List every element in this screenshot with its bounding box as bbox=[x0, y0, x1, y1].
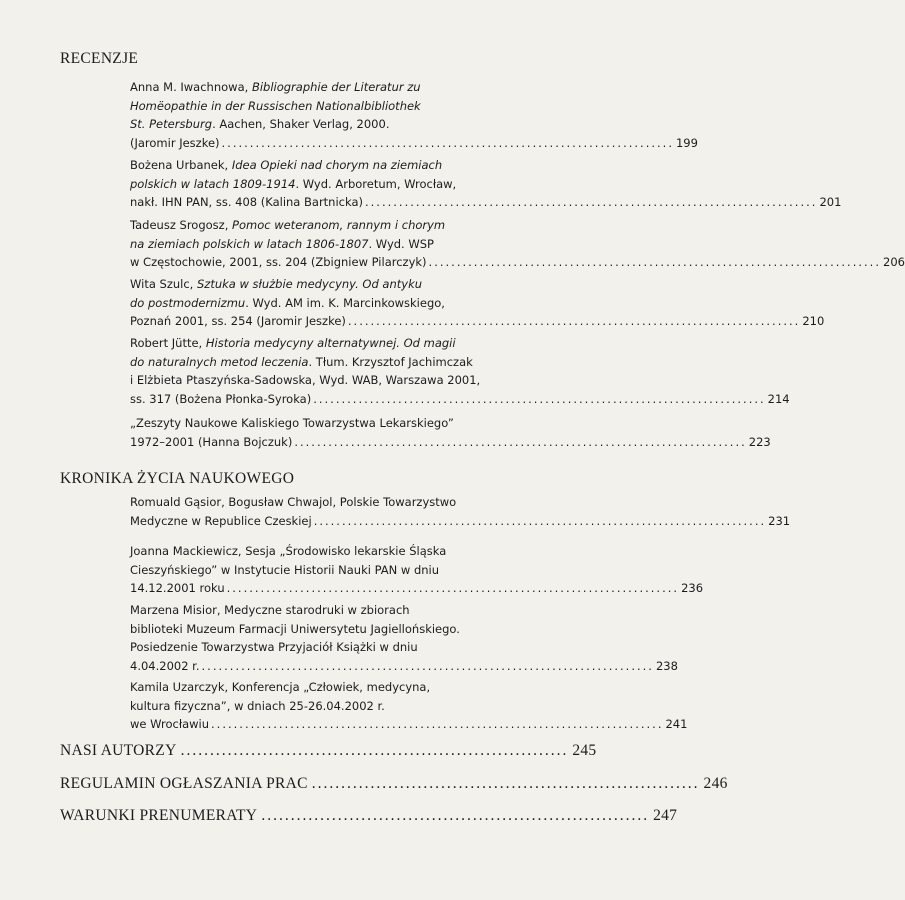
toc-entry-uzarczyk bbox=[130, 678, 688, 734]
entry-line: Homëopathie in der Russischen Nationalbibliothek bbox=[130, 98, 421, 113]
leader-dots: ................................................................................ bbox=[294, 434, 747, 449]
entry-last-line bbox=[130, 657, 678, 676]
leader-dots: ................................................................................ bbox=[313, 391, 766, 406]
entry-reviewer: ss. 317 (Bożena Płonka-Syroka) bbox=[130, 391, 312, 406]
toc-section-nasi-autorzy bbox=[60, 742, 597, 760]
entry-line: St. Petersburg. Aachen, Shaker Verlag, 2000. bbox=[130, 117, 390, 131]
entry-reviewer: 1972–2001 (Hanna Bojczuk) bbox=[130, 434, 293, 449]
toc-entry-iwachnowa bbox=[130, 78, 698, 152]
page-number: 210 bbox=[802, 314, 825, 328]
entry-tail: 14.12.2001 roku bbox=[130, 581, 225, 595]
leader-dots: ................................................................................ bbox=[226, 581, 680, 595]
entry-last-line bbox=[130, 193, 842, 212]
entry-reviewer: w Częstochowie, 2001, ss. 204 (Zbigniew Pilarczyk) bbox=[130, 255, 427, 269]
entry-reviewer: Poznań 2001, ss. 254 (Jaromir Jeszke) bbox=[130, 314, 346, 328]
page-number: 223 bbox=[748, 434, 771, 449]
entry-reviewer: nakł. IHN PAN, ss. 408 (Kalina Bartnicka) bbox=[130, 195, 363, 209]
page-number: 245 bbox=[572, 742, 597, 759]
toc-entry-urbanek bbox=[130, 156, 842, 212]
leader-dots: .................................................................. bbox=[261, 807, 650, 824]
entry-line: biblioteki Muzeum Farmacji Uniwersytetu Jagiellońskiego. bbox=[130, 621, 460, 636]
entry-line: Posiedzenie Towarzystwa Przyjaciół Książki w dniu bbox=[130, 640, 418, 654]
section-title-recenzje: RECENZJE bbox=[60, 50, 139, 67]
leader-dots: ................................................................................ bbox=[221, 135, 674, 150]
section-label: WARUNKI PRENUMERATY bbox=[60, 807, 258, 824]
entry-tail: 4.04.2002 r. bbox=[130, 658, 200, 673]
entry-last-line bbox=[130, 433, 771, 452]
leader-dots: .................................................................. bbox=[311, 775, 700, 792]
entry-line: Tadeusz Srogosz, Pomoc weteranom, rannym i chorym bbox=[130, 218, 446, 232]
entry-tail: Medyczne w Republice Czeskiej bbox=[130, 513, 312, 528]
entry-line: Wita Szulc, Sztuka w służbie medycyny. Od antyku bbox=[130, 277, 423, 291]
entry-last-line bbox=[130, 390, 790, 409]
leader-dots: ................................................................................ bbox=[428, 255, 881, 269]
leader-dots: .................................................................. bbox=[180, 742, 569, 759]
page-number: 238 bbox=[655, 658, 678, 673]
entry-line: Bożena Urbanek, Idea Opieki nad chorym na ziemiach bbox=[130, 158, 443, 172]
leader-dots: ................................................................................ bbox=[364, 195, 818, 209]
entry-line: na ziemiach polskich w latach 1806-1807. Wyd. WSP bbox=[130, 236, 434, 251]
entry-line: i Elżbieta Ptaszyńska-Sadowska, Wyd. WAB, Warszawa 2001, bbox=[130, 373, 481, 387]
entry-line: do postmodernizmu. Wyd. AM im. K. Marcinkowskiego, bbox=[130, 295, 445, 310]
page-number: 199 bbox=[675, 135, 698, 150]
entry-line: Romuald Gąsior, Bogusław Chwajol, Polskie Towarzystwo bbox=[130, 495, 457, 509]
toc-section-regulamin bbox=[60, 775, 728, 793]
toc-entry-misior bbox=[130, 601, 678, 675]
section-label: NASI AUTORZY bbox=[60, 742, 177, 759]
entry-tail: we Wrocławiu bbox=[130, 717, 210, 731]
entry-last-line bbox=[130, 512, 791, 531]
toc-entry-mackiewicz bbox=[130, 542, 704, 598]
entry-last-line bbox=[130, 715, 688, 734]
page-number: 247 bbox=[653, 807, 678, 824]
entry-line: Kamila Uzarczyk, Konferencja „Człowiek, medycyna, bbox=[130, 680, 431, 694]
entry-reviewer: (Jaromir Jeszke) bbox=[130, 135, 220, 150]
page-number: 236 bbox=[681, 581, 704, 595]
page-number: 241 bbox=[665, 717, 688, 731]
page-number: 246 bbox=[703, 775, 728, 792]
entry-line: kultura fizyczna”, w dniach 25-26.04.2002 r. bbox=[130, 698, 385, 713]
entry-line: polskich w latach 1809-1914. Wyd. Arboretum, Wrocław, bbox=[130, 176, 457, 191]
entry-line: Robert Jütte, Historia medycyny alternatywnej. Od magii bbox=[130, 336, 456, 350]
page-number: 206 bbox=[883, 255, 905, 269]
toc-entry-szulc bbox=[130, 275, 825, 331]
entry-last-line bbox=[130, 253, 905, 272]
leader-dots: ................................................................................ bbox=[313, 513, 767, 528]
leader-dots: ................................................................................ bbox=[211, 717, 664, 731]
entry-last-line bbox=[130, 134, 698, 153]
section-title-kronika: KRONIKA ŻYCIA NAUKOWEGO bbox=[60, 470, 295, 487]
page-number: 231 bbox=[768, 513, 791, 528]
toc-entry-srogosz bbox=[130, 216, 905, 272]
entry-line: Anna M. Iwachnowa, Bibliographie der Literatur zu bbox=[130, 80, 421, 94]
leader-dots: ................................................................................ bbox=[347, 314, 801, 328]
page-number: 201 bbox=[819, 195, 842, 209]
toc-entry-jutte bbox=[130, 334, 790, 408]
toc-entry-zeszyty bbox=[130, 414, 771, 451]
section-label: REGULAMIN OGŁASZANIA PRAC bbox=[60, 775, 308, 792]
entry-line: Cieszyńskiego” w Instytucie Historii Nauki PAN w dniu bbox=[130, 562, 440, 577]
page-number: 214 bbox=[767, 391, 790, 406]
entry-last-line bbox=[130, 579, 704, 598]
leader-dots: ................................................................................ bbox=[201, 658, 654, 673]
entry-line: „Zeszyty Naukowe Kaliskiego Towarzystwa Lekarskiego” bbox=[130, 416, 454, 430]
toc-entry-gasior bbox=[130, 493, 791, 530]
entry-last-line bbox=[130, 312, 825, 331]
entry-line: Marzena Misior, Medyczne starodruki w zbiorach bbox=[130, 603, 410, 617]
entry-line: Joanna Mackiewicz, Sesja „Środowisko lekarskie Śląska bbox=[130, 544, 447, 558]
toc-section-warunki bbox=[60, 807, 678, 825]
entry-line: do naturalnych metod leczenia. Tłum. Krzysztof Jachimczak bbox=[130, 354, 473, 369]
